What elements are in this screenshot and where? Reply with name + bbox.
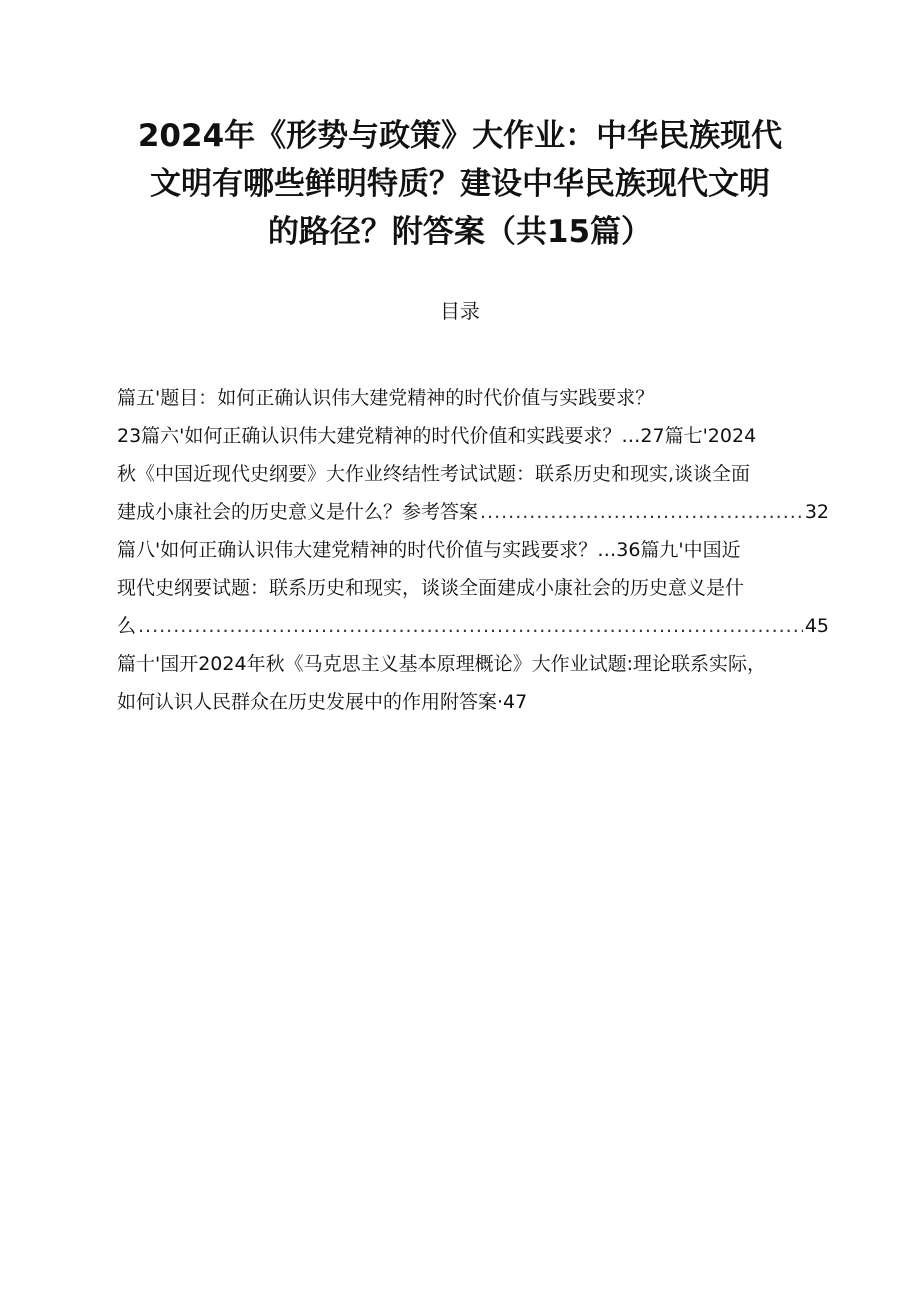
toc-line[interactable]: 篇八'如何正确认识伟大建党精神的时代价值与实践要求？…36篇九'中国近 bbox=[117, 539, 741, 561]
title-line-2: 文明有哪些鲜明特质？建设中华民族现代文明 bbox=[150, 166, 770, 202]
title-line-3: 的路径？附答案（共15篇） bbox=[267, 214, 653, 250]
toc-line[interactable]: 如何认识人民群众在历史发展中的作用附答案·47 bbox=[117, 691, 528, 713]
toc-entry-text: 么 bbox=[117, 615, 137, 637]
title-line-1: 2024年《形势与政策》大作业：中华民族现代 bbox=[137, 118, 783, 154]
toc-line[interactable]: 篇十'国开2024年秋《马克思主义基本原理概论》大作业试题:理论联系实际， bbox=[117, 653, 766, 675]
toc-line[interactable]: 秋《中国近现代史纲要》大作业终结性考试试题：联系历史和现实,谈谈全面 bbox=[117, 463, 751, 485]
toc-line[interactable]: 篇五'题目：如何正确认识伟大建党精神的时代价值与实践要求？ bbox=[117, 387, 655, 409]
toc-page-number: 32 bbox=[804, 501, 829, 523]
toc-line-with-leader[interactable] bbox=[117, 613, 829, 651]
toc-page-number: 45 bbox=[804, 615, 829, 637]
table-of-contents bbox=[117, 385, 829, 727]
toc-dot-leader bbox=[480, 499, 803, 525]
toc-line[interactable]: 23篇六'如何正确认识伟大建党精神的时代价值和实践要求？…27篇七'2024 bbox=[117, 425, 757, 447]
toc-dot-leader bbox=[138, 613, 803, 639]
document-title bbox=[100, 112, 820, 256]
toc-entry-text: 建成小康社会的历史意义是什么？参考答案 bbox=[117, 501, 479, 523]
toc-heading: 目录 bbox=[440, 299, 480, 323]
toc-line-with-leader[interactable] bbox=[117, 499, 829, 537]
toc-line[interactable]: 现代史纲要试题：联系历史和现实，谈谈全面建成小康社会的历史意义是什 bbox=[117, 577, 745, 599]
